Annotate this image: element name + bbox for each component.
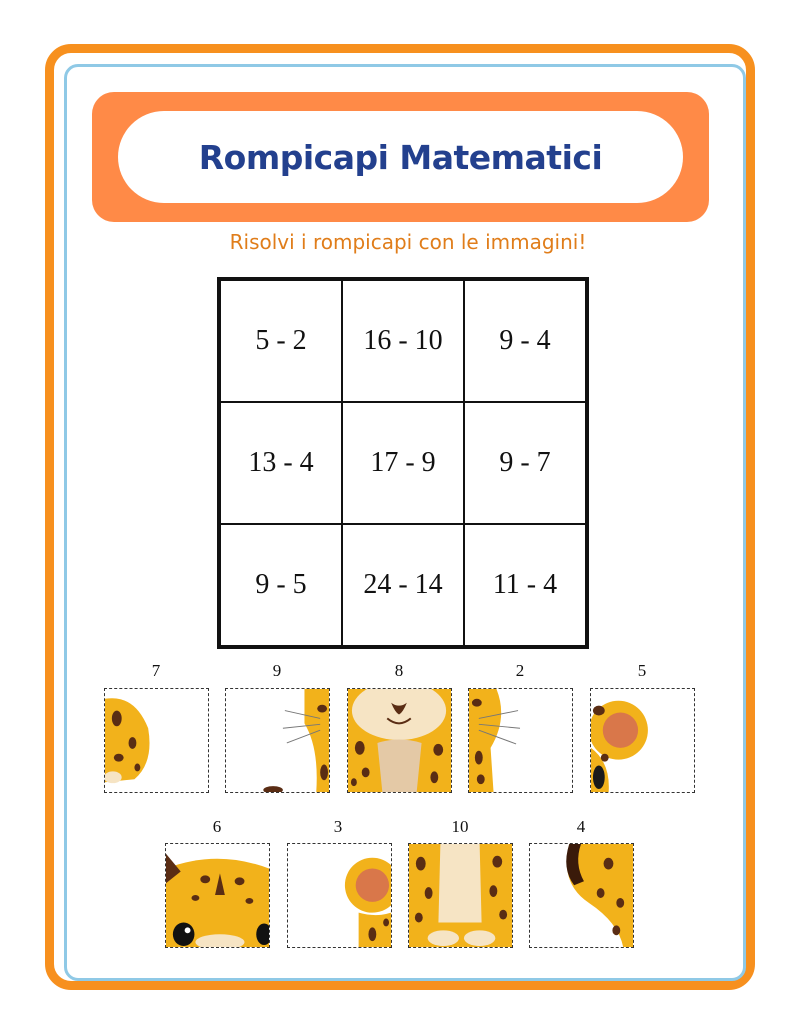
leopard-whisker-right-piece[interactable] (468, 688, 573, 793)
grid-cell: 17 - 9 (342, 402, 464, 524)
piece-label: 3 (333, 817, 343, 836)
leopard-ear-right-icon (591, 689, 694, 792)
leopard-tail-icon (530, 844, 633, 947)
grid-cell: 11 - 4 (464, 524, 586, 646)
leopard-forehead-eyes-icon (166, 844, 269, 947)
leopard-ear-right-piece[interactable] (590, 688, 695, 793)
leopard-back-leg-icon (105, 689, 208, 792)
leopard-forehead-eyes-piece[interactable] (165, 843, 270, 948)
piece-label: 7 (151, 661, 161, 680)
leopard-whisker-left-icon (226, 689, 329, 792)
piece-label: 6 (212, 817, 222, 836)
instruction-text: Risolvi i rompicapi con le immagini! (229, 230, 587, 254)
piece-label: 5 (637, 661, 647, 680)
leopard-ear-left-piece[interactable] (287, 843, 392, 948)
leopard-whisker-left-piece[interactable] (225, 688, 330, 793)
piece-label: 10 (451, 817, 469, 836)
leopard-belly-paws-piece[interactable] (408, 843, 513, 948)
grid-cell: 9 - 7 (464, 402, 586, 524)
page-title: Rompicapi Matematici (198, 137, 603, 177)
leopard-face-chest-icon (348, 689, 451, 792)
grid-cell: 9 - 4 (464, 280, 586, 402)
leopard-face-chest-piece[interactable] (347, 688, 452, 793)
puzzle-grid (217, 277, 589, 649)
title-pill (118, 111, 683, 203)
grid-cell: 24 - 14 (342, 524, 464, 646)
leopard-belly-paws-icon (409, 844, 512, 947)
grid-cell: 13 - 4 (220, 402, 342, 524)
leopard-whisker-right-icon (469, 689, 572, 792)
grid-cell: 5 - 2 (220, 280, 342, 402)
leopard-tail-piece[interactable] (529, 843, 634, 948)
leopard-ear-left-icon (288, 844, 391, 947)
piece-label: 4 (576, 817, 586, 836)
piece-label: 8 (394, 661, 404, 680)
grid-cell: 9 - 5 (220, 524, 342, 646)
grid-cell: 16 - 10 (342, 280, 464, 402)
piece-label: 2 (515, 661, 525, 680)
leopard-back-leg-piece[interactable] (104, 688, 209, 793)
piece-label: 9 (272, 661, 282, 680)
